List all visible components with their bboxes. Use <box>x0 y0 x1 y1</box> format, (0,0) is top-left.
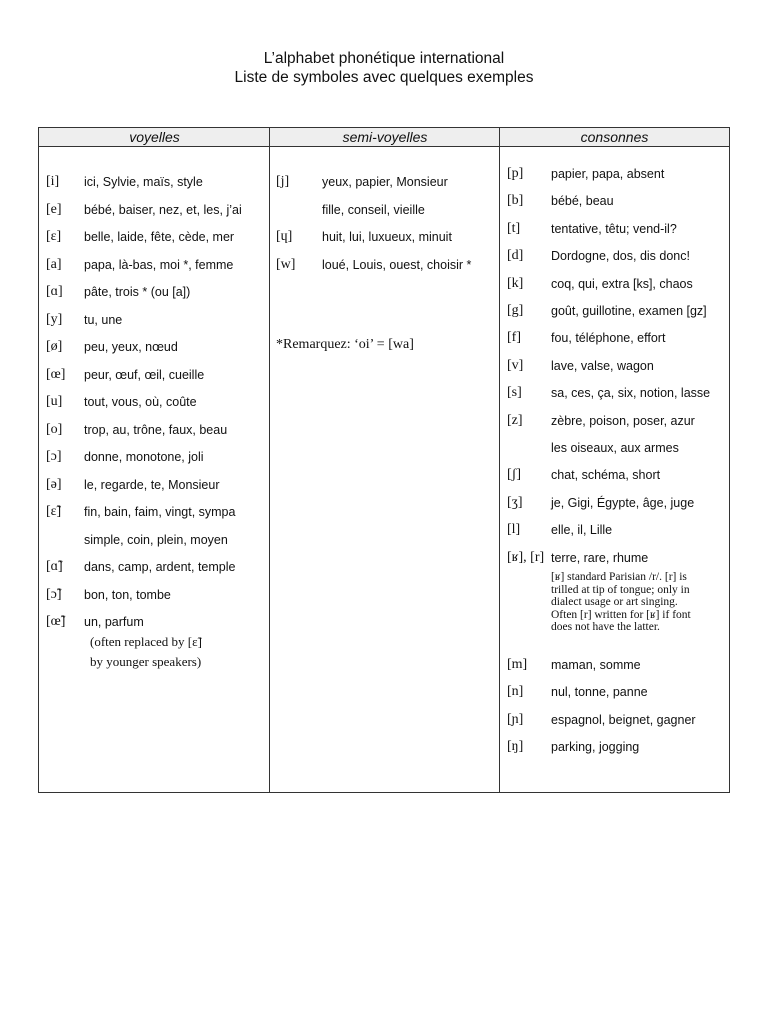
examples-text: un, parfum <box>84 615 144 629</box>
examples-text: fille, conseil, vieille <box>322 202 425 217</box>
examples-text: coq, qui, extra [ks], chaos <box>551 276 693 291</box>
r-note-line: does not have the latter. <box>551 621 660 633</box>
examples-text: parking, jogging <box>551 740 640 755</box>
examples-text: fin, bain, faim, vingt, sympa <box>84 505 236 519</box>
ipa-symbol: [v] <box>507 357 524 373</box>
title-line-1: L’alphabet phonétique international <box>263 50 505 67</box>
ipa-symbol: [ɲ] <box>507 711 524 727</box>
voyelles-note-line-1: (often replaced by [ɛ̃] <box>90 634 202 649</box>
ipa-symbol: [ʃ] <box>507 467 521 483</box>
ipa-symbol: [ɛ̃] <box>46 504 62 519</box>
ipa-symbol: [ɔ̃] <box>46 586 62 602</box>
ipa-symbol: [p] <box>507 166 524 181</box>
ipa-symbol: [k] <box>507 275 524 291</box>
ipa-symbol: [ə] <box>46 476 62 492</box>
column-divider <box>499 128 500 792</box>
examples-text: papa, là-bas, moi *, femme <box>84 257 234 272</box>
examples-text: je, Gigi, Égypte, âge, juge <box>551 495 695 510</box>
examples-text: peu, yeux, nœud <box>84 340 178 354</box>
r-note-line: dialect usage or art singing. <box>551 596 678 608</box>
r-note-line: Often [r] written for [ʁ] if font <box>551 608 691 621</box>
examples-text: donne, monotone, joli <box>84 450 204 464</box>
header-consonnes: consonnes <box>500 128 729 147</box>
examples-text: trop, au, trône, faux, beau <box>84 422 228 437</box>
ipa-symbol: [z] <box>507 412 523 428</box>
examples-text: goût, guillotine, examen [gz] <box>551 304 707 318</box>
ipa-symbol: [w] <box>276 256 296 272</box>
ipa-symbol: [m] <box>507 657 528 672</box>
ipa-symbol: [ʁ], [r] <box>507 549 545 565</box>
ipa-symbol: [e] <box>46 201 62 217</box>
ipa-symbol: [u] <box>46 394 63 409</box>
examples-text: lave, valse, wagon <box>551 358 654 373</box>
ipa-symbol: [i] <box>46 174 60 189</box>
ipa-symbol: [ɔ] <box>46 449 62 464</box>
remarque-text: *Remarquez: ‘oi’ = [wa] <box>276 337 414 352</box>
examples-text: loué, Louis, ouest, choisir * <box>322 257 472 272</box>
header-voyelles: voyelles <box>39 128 270 147</box>
examples-text: espagnol, beignet, gagner <box>551 712 696 727</box>
examples-text: sa, ces, ça, six, notion, lasse <box>551 386 711 401</box>
ipa-symbol: [n] <box>507 684 524 700</box>
examples-text: yeux, papier, Monsieur <box>322 175 448 189</box>
ipa-symbol: [g] <box>507 303 524 318</box>
examples-text: pâte, trois * (ou [a]) <box>84 285 191 299</box>
examples-text: fou, téléphone, effort <box>551 331 666 346</box>
header-semi-voyelles: semi-voyelles <box>270 128 500 147</box>
examples-text: elle, il, Lille <box>551 523 613 538</box>
examples-text: les oiseaux, aux armes <box>551 441 679 455</box>
examples-text: nul, tonne, panne <box>551 685 648 700</box>
ipa-symbol: [j] <box>276 174 290 189</box>
ipa-symbol: [ʒ] <box>507 494 523 510</box>
examples-text: tout, vous, où, coûte <box>84 395 197 409</box>
ipa-symbol: [ŋ] <box>507 739 524 755</box>
ipa-symbol: [œ] <box>46 366 66 382</box>
ipa-symbol: [o] <box>46 421 63 437</box>
examples-text: peur, œuf, œil, cueille <box>84 367 205 382</box>
ipa-symbol: [ɛ] <box>46 229 62 244</box>
ipa-symbol: [a] <box>46 256 62 272</box>
ipa-symbol: [ø] <box>46 339 63 354</box>
ipa-symbol: [s] <box>507 385 522 401</box>
examples-text: ici, Sylvie, maïs, style <box>84 175 203 189</box>
examples-text: le, regarde, te, Monsieur <box>84 477 220 492</box>
examples-text: Dordogne, dos, dis donc! <box>551 249 690 264</box>
document-title <box>0 49 768 87</box>
column-divider <box>269 128 270 792</box>
ipa-symbol: [t] <box>507 220 521 236</box>
r-note-line: trilled at tip of tongue; only in <box>551 583 690 596</box>
r-note-line: [ʁ] standard Parisian /r/. [r] is <box>551 571 687 583</box>
examples-text: papier, papa, absent <box>551 167 665 181</box>
examples-text: chat, schéma, short <box>551 468 661 483</box>
examples-text: huit, lui, luxueux, minuit <box>322 230 452 244</box>
examples-text: maman, somme <box>551 658 641 672</box>
voyelles-note-line-2: by younger speakers) <box>90 654 202 669</box>
examples-text: tentative, têtu; vend-il? <box>551 221 677 236</box>
ipa-symbol: [ɑ̃] <box>46 559 63 574</box>
examples-text: bébé, beau <box>551 194 614 209</box>
ipa-symbol: [l] <box>507 522 521 538</box>
examples-text: bon, ton, tombe <box>84 587 171 602</box>
examples-text: dans, camp, ardent, temple <box>84 560 236 574</box>
examples-text: tu, une <box>84 312 123 327</box>
title-line-2: Liste de symboles avec quelques exemples <box>234 69 534 86</box>
ipa-symbol: [f] <box>507 330 521 346</box>
examples-text: terre, rare, rhume <box>551 550 649 565</box>
ipa-table <box>38 127 730 793</box>
ipa-symbol: [ɥ] <box>276 229 293 244</box>
examples-text: zèbre, poison, poser, azur <box>551 413 695 428</box>
ipa-symbol: [b] <box>507 193 524 209</box>
ipa-symbol: [ɑ] <box>46 284 63 299</box>
examples-text: simple, coin, plein, moyen <box>84 532 228 547</box>
ipa-symbol: [d] <box>507 248 524 264</box>
examples-text: belle, laide, fête, cède, mer <box>84 230 235 244</box>
examples-text: bébé, baiser, nez, et, les, j’ai <box>84 202 242 217</box>
ipa-symbol: [y] <box>46 311 63 327</box>
ipa-symbol: [œ̃] <box>46 614 66 629</box>
